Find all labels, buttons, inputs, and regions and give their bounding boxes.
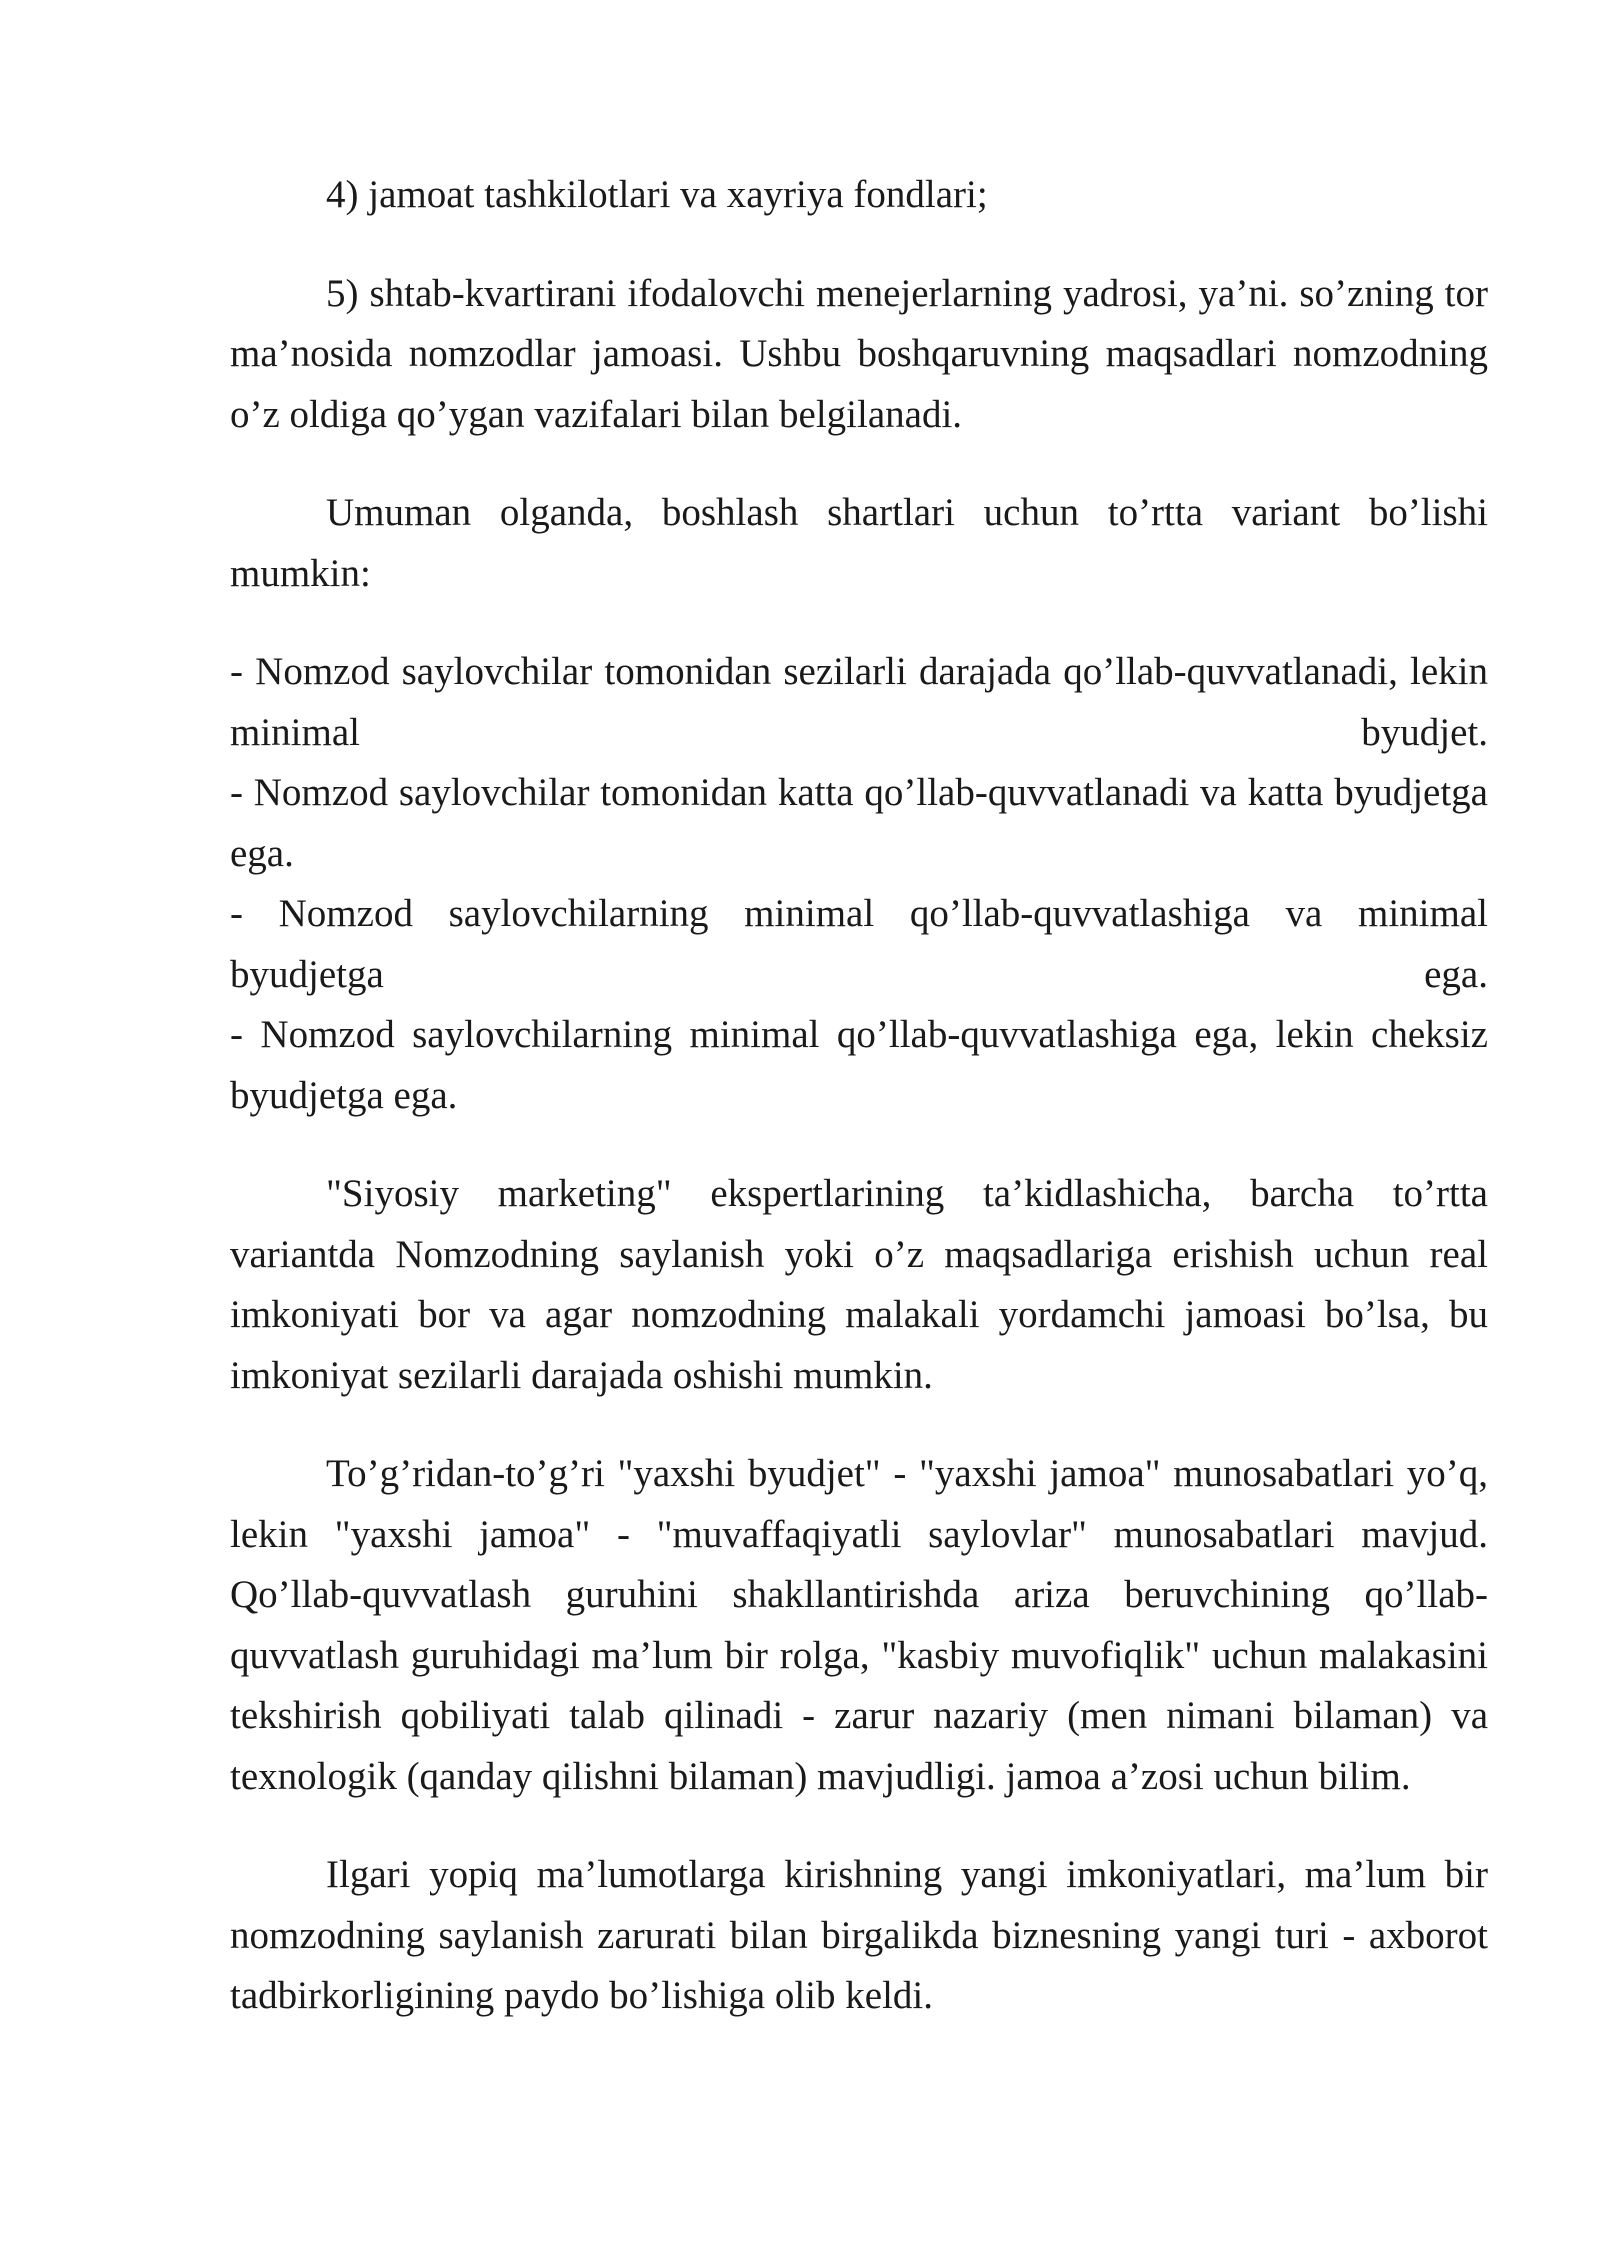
- paragraph-budget-team: To’g’ridan-to’g’ri "yaxshi byudjet" - "yaxshi jamoa" munosabatlari yo’q, lekin "yaxshi jamoa" - "muvaffaqiyatli saylovlar" munosabatlari mavjud. Qo’llab-quvvatlash guruhini shakllantirishda ariza beruvchining qo’llab-quvvatlash guruhidagi ma’lum bir rolga, "kasbiy muvofiqlik" uchun malakasini tekshirish qobiliyati talab qilinadi - zarur nazariy (men nimani bilaman) va texnologik (qanday qilishni bilaman) mavjudligi. jamoa a’zosi uchun bilim.: [230, 1452, 1488, 1798]
- document-body: [230, 165, 1488, 2065]
- variant-1: - Nomzod saylovchilar tomonidan sezilarli darajada qo’llab-quvvatlanadi, lekin minimal byudjet.: [230, 650, 1488, 754]
- variant-3: - Nomzod saylovchilarning minimal qo’llab-quvvatlashiga va minimal byudjetga ega.: [230, 892, 1488, 996]
- paragraph-item-4: 4) jamoat tashkilotlari va xayriya fondlari;: [326, 173, 988, 216]
- paragraph-variants-intro: Umuman olganda, boshlash shartlari uchun to’rtta variant bo’lishi mumkin:: [230, 491, 1488, 595]
- variant-2: - Nomzod saylovchilar tomonidan katta qo’llab-quvvatlanadi va katta byudjetga ega.: [230, 771, 1488, 875]
- variant-4: - Nomzod saylovchilarning minimal qo’llab-quvvatlashiga ega, lekin cheksiz byudjetga ega.: [230, 1013, 1488, 1117]
- paragraph-information-business: Ilgari yopiq ma’lumotlarga kirishning yangi imkoniyatlari, ma’lum bir nomzodning saylanish zarurati bilan birgalikda biznesning yangi turi - axborot tadbirkorligining paydo bo’lishiga olib keldi.: [230, 1853, 1488, 2017]
- variants-list: [230, 642, 1488, 1126]
- paragraph-item-5: 5) shtab-kvartirani ifodalovchi menejerlarning yadrosi, ya’ni. so’zning tor ma’nosida nomzodlar jamoasi. Ushbu boshqaruvning maqsadlari nomzodning o’z oldiga qo’ygan vazifalari bilan belgilanadi.: [230, 271, 1488, 436]
- paragraph-experts: "Siyosiy marketing" ekspertlarining ta’kidlashicha, barcha to’rtta variantda Nomzodning saylanish yoki o’z maqsadlariga erishish uchun real imkoniyati bor va agar nomzodning malakali yordamchi jamoasi bo’lsa, bu imkoniyat sezilarli darajada oshishi mumkin.: [230, 1172, 1488, 1397]
